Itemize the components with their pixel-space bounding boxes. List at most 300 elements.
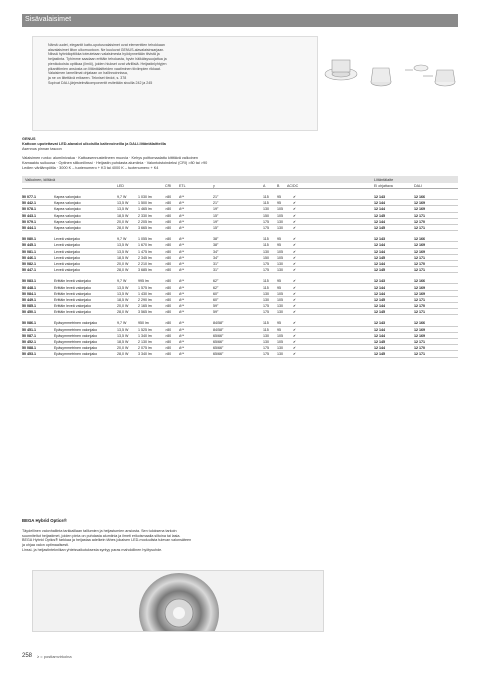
footer-note: ≥ = postlamvirkolna (37, 654, 72, 659)
table-cell: 950 lm (138, 321, 149, 326)
table-cell: A** (179, 213, 185, 218)
table-cell: 1 055 lm (138, 237, 152, 242)
table-cell: 12 144 (374, 261, 385, 266)
table-group (22, 236, 458, 273)
table-cell: >80 (165, 219, 172, 224)
table-cell: 13,5 W (117, 291, 129, 296)
table-group (22, 194, 458, 231)
description-line: Ledien värilämpötila · 3000 K – tuotenumero + K3 tai 4000 K – tuotenumero + K4 (22, 165, 159, 170)
table-cell: 62° (213, 285, 219, 290)
table-cell: 34° (213, 255, 219, 260)
table-cell: 50 446.1 (22, 255, 36, 260)
table-cell: 50 449.1 (22, 297, 36, 302)
table-cell: A** (179, 346, 185, 351)
table-cell: 12 143 (374, 279, 385, 284)
table-cell: 12 145 (374, 255, 385, 260)
col-etl: ETL (179, 184, 186, 188)
table-cell: A** (179, 352, 185, 357)
table-body (22, 194, 458, 358)
table-cell: Kapea valonjako (54, 226, 81, 231)
table-cell: 31° (213, 268, 219, 273)
table-cell: A** (179, 201, 185, 206)
table-cell: 50 083.1 (22, 279, 36, 284)
table-cell: 21° (213, 201, 219, 206)
table-cell: 115 (263, 279, 269, 284)
table-cell: 3 340 lm (138, 352, 152, 357)
table-cell: 50 080.1 (22, 237, 36, 242)
luminaire-drawing (323, 40, 458, 110)
table-cell: 95 (277, 321, 281, 326)
table-cell: 50 451.1 (22, 327, 36, 332)
table-cell: 12 170 (414, 346, 425, 351)
table-cell: 12 166 (414, 279, 425, 284)
table-cell: 9,7 W (117, 321, 127, 326)
table-cell: 50 443.1 (22, 213, 36, 218)
table-cell: A** (179, 321, 185, 326)
table-cell: 1 525 lm (138, 327, 152, 332)
table-cell: 84/58° (213, 321, 224, 326)
table-cell: ✔ (293, 291, 297, 296)
table-cell: 1 030 lm (138, 195, 152, 200)
table-cell: 105 (277, 249, 283, 254)
section-header (22, 14, 458, 27)
table-cell: >80 (165, 310, 172, 315)
table-cell: Leveä valonjako (54, 243, 80, 248)
table-cell: >80 (165, 243, 172, 248)
product-description (22, 137, 362, 171)
table-cell: 12 145 (374, 297, 385, 302)
table-cell: 59° (213, 304, 219, 309)
table-cell: Kapea valonjako (54, 207, 81, 212)
table-cell: A** (179, 237, 185, 242)
table-cell: 115 (263, 243, 269, 248)
table-cell: 2 290 lm (138, 297, 152, 302)
table-cell: 12 169 (414, 249, 425, 254)
table-cell: 50 444.1 (22, 226, 36, 231)
optic-photo-box (32, 570, 324, 632)
table-cell: Erittäin leveä valonjako (54, 310, 91, 315)
table-cell: 12 166 (414, 195, 425, 200)
table-cell: >80 (165, 340, 172, 345)
table-cell: 175 (263, 346, 269, 351)
table-group-header (22, 176, 458, 183)
col-acdc: AC/DC (287, 184, 299, 188)
table-cell: 13,5 W (117, 333, 129, 338)
table-cell: 130 (263, 207, 269, 212)
bega-line: BEGA Hybrid Optics® tarkkaa ja heijastaa adelkein tähes jokaisen LED-moduulista tulevan valonsäteen (22, 538, 192, 543)
table-cell: 130 (263, 297, 269, 302)
table-cell: A** (179, 268, 185, 273)
table-cell: 9,7 W (117, 237, 127, 242)
table-cell: >80 (165, 255, 172, 260)
table-cell: 50 086.1 (22, 321, 36, 326)
table-cell: 50 453.1 (22, 352, 36, 357)
table-cell: 115 (263, 285, 269, 290)
table-cell: ✔ (293, 226, 297, 231)
table-cell: Erittäin leveä valonjako (54, 285, 91, 290)
table-cell: 60° (213, 297, 219, 302)
table-cell: A** (179, 226, 185, 231)
table-cell: A** (179, 195, 185, 200)
table-row (22, 267, 458, 273)
table-cell: ✔ (293, 310, 297, 315)
table-cell: >80 (165, 261, 172, 266)
table-cell: 12 171 (414, 213, 425, 218)
table-cell: 28,0 W (117, 268, 129, 273)
table-cell: 9,7 W (117, 279, 127, 284)
table-cell: >80 (165, 226, 172, 231)
table-cell: 19° (213, 219, 219, 224)
table-cell: 130 (277, 268, 283, 273)
table-cell: >80 (165, 352, 172, 357)
table-cell: A** (179, 243, 185, 248)
table-cell: 12 171 (414, 297, 425, 302)
description-line: Kamaaktu suikuosa · Optinen silikonilinssi · Heijastin puhdasta alumiinia · Valontoistoindeksi (CRI) >80 tai >90 (22, 160, 208, 165)
table-cell: 50 452.1 (22, 340, 36, 345)
table-cell: 13,5 W (117, 243, 129, 248)
table-cell: 12 143 (374, 195, 385, 200)
table-cell: 130 (277, 346, 283, 351)
table-cell: >80 (165, 285, 172, 290)
table-cell: 175 (263, 268, 269, 273)
table-cell: ✔ (293, 297, 297, 302)
table-cell: 95 (277, 327, 281, 332)
table-cell: Leveä valonjako (54, 261, 80, 266)
table-cell: 50 450.1 (22, 310, 36, 315)
optic-photo (33, 571, 324, 632)
table-cell: 12 144 (374, 219, 385, 224)
table-cell: 65/66° (213, 352, 224, 357)
table-cell: 130 (263, 333, 269, 338)
intro-line: pikanittimien ansiosta on liitäntälaitteiden vaatiminen tiiviimpien rikkaat. (48, 66, 161, 71)
table-cell: 50 445.1 (22, 243, 36, 248)
table-cell: 28,0 W (117, 352, 129, 357)
table-cell: >80 (165, 327, 172, 332)
table-cell: 13,5 W (117, 285, 129, 290)
table-cell: 12 171 (414, 226, 425, 231)
intro-box (32, 36, 318, 131)
product-table (22, 174, 458, 358)
table-cell: Kapea valonjako (54, 213, 81, 218)
table-cell: Epäsymmetrinen valonjako (54, 333, 98, 338)
table-cell: 12 169 (414, 207, 425, 212)
table-cell: 13,5 W (117, 207, 129, 212)
table-cell: A** (179, 297, 185, 302)
table-cell: ✔ (293, 243, 297, 248)
table-cell: >80 (165, 207, 172, 212)
table-cell: 115 (263, 195, 269, 200)
table-cell: 130 (263, 291, 269, 296)
table-cell: >80 (165, 201, 172, 206)
table-cell: 62° (213, 279, 219, 284)
table-cell: Leveä valonjako (54, 249, 80, 254)
table-cell: 12 169 (414, 201, 425, 206)
table-cell: 12 166 (414, 237, 425, 242)
table-cell: 150 (263, 255, 269, 260)
table-cell: 12 169 (414, 333, 425, 338)
intro-line: Sopivat DALI-järjestelmäkomponentit esitetään sivuilla 242 ja 245 (48, 80, 153, 85)
table-cell: 2 165 lm (138, 304, 152, 309)
bega-line: Täydellinen valonhallinta tarkkaillaan talllumien ja heijastumien ansiosta. Sen tuloksena tarkoin (22, 529, 177, 533)
table-cell: 12 169 (414, 327, 425, 332)
table-cell: 2 345 lm (138, 255, 152, 260)
table-cell: 12 144 (374, 327, 385, 332)
table-cell: 12 145 (374, 340, 385, 345)
table-cell: 95 (277, 279, 281, 284)
table-cell: ✔ (293, 255, 297, 260)
table-cell: 12 144 (374, 243, 385, 248)
table-cell: 175 (263, 226, 269, 231)
table-cell: >80 (165, 297, 172, 302)
table-cell: A** (179, 304, 185, 309)
table-cell: 1 475 lm (138, 249, 152, 254)
table-cell: 38° (213, 243, 219, 248)
table-cell: 150 (263, 213, 269, 218)
column-headers (22, 183, 458, 189)
col-beam: γ (213, 184, 215, 188)
table-cell: 12 143 (374, 321, 385, 326)
table-cell: 2 075 lm (138, 346, 152, 351)
table-cell: 13,5 W (117, 249, 129, 254)
table-cell: 9,7 W (117, 195, 127, 200)
table-row (22, 309, 458, 315)
bega-line: suunniteltut heijastimet, joiden pinta on puhdasta alumiinia ja ilmeti erikoismaalia siltoina tai lasia. (22, 533, 181, 538)
table-cell: 12 144 (374, 207, 385, 212)
table-cell: >80 (165, 304, 172, 309)
table-cell: >80 (165, 237, 172, 242)
table-cell: 12 144 (374, 291, 385, 296)
table-cell: 28,0 W (117, 226, 129, 231)
intro-text (48, 43, 303, 85)
table-cell: 12 145 (374, 310, 385, 315)
table-cell: Leveä valonjako (54, 237, 80, 242)
table-cell: 105 (277, 333, 283, 338)
table-cell: 20,0 W (117, 261, 129, 266)
table-cell: 105 (277, 340, 283, 345)
table-cell: 130 (277, 304, 283, 309)
table-cell: >80 (165, 195, 172, 200)
table-cell: 13,5 W (117, 201, 129, 206)
table-cell: ✔ (293, 268, 297, 273)
table-cell: 3 565 lm (138, 310, 152, 315)
table-cell: Epäsymmetrinen valonjako (54, 346, 98, 351)
table-cell: 175 (263, 310, 269, 315)
intro-line: heijastinta. Tyhimme saadaan erittäin tehokasta, hyvin häikäisysuojattua ja (48, 57, 167, 62)
table-cell: 12 169 (414, 291, 425, 296)
table-cell: >80 (165, 279, 172, 284)
table-cell: A** (179, 285, 185, 290)
table-cell: 18,5 W (117, 255, 129, 260)
description-line: Valaisimen runko: alumiinivalua · Kattoasennustelineen muovia · Kehys poittomaalattu kittitävä valkoinen (22, 156, 198, 161)
table-cell: 19° (213, 207, 219, 212)
table-cell: >80 (165, 346, 172, 351)
table-cell: Leveä valonjako (54, 268, 80, 273)
table-cell: 175 (263, 352, 269, 357)
table-cell: Epäsymmetrinen valonjako (54, 352, 98, 357)
table-cell: ✔ (293, 333, 297, 338)
table-cell: 31° (213, 261, 219, 266)
table-cell: ✔ (293, 304, 297, 309)
table-cell: 12 144 (374, 249, 385, 254)
intro-line: Nämä uudet, elegantit katto-upotusvalaisimet ovat elementtien tehokkaan (48, 43, 165, 47)
table-cell: 12 170 (414, 304, 425, 309)
bega-text (22, 529, 352, 553)
table-cell: 105 (277, 291, 283, 296)
bega-line: Linssi- ja heijastintekniikan yhteisvaikutuksesta syntyy paras mahdollinen hyötysuhde. (22, 547, 163, 552)
table-cell: 50 085.1 (22, 304, 36, 309)
table-cell: 18,5 W (117, 297, 129, 302)
table-cell: 105 (277, 207, 283, 212)
table-cell: 15° (213, 226, 219, 231)
table-cell: 20,0 W (117, 346, 129, 351)
table-cell: Epäsymmetrinen valonjako (54, 321, 98, 326)
table-cell: 28,0 W (117, 310, 129, 315)
table-cell: Erittäin leveä valonjako (54, 304, 91, 309)
table-cell: A** (179, 333, 185, 338)
table-cell: 12 171 (414, 268, 425, 273)
table-cell: 12 145 (374, 352, 385, 357)
table-cell: 115 (263, 237, 269, 242)
table-cell: 12 144 (374, 304, 385, 309)
table-cell: 95 (277, 201, 281, 206)
table-cell: Leveä valonjako (54, 255, 80, 260)
table-cell: ✔ (293, 285, 297, 290)
table-cell: A** (179, 291, 185, 296)
intro-line: ja ne on liitettävä erikseen. Tekniset tiedot, s. 378 (48, 75, 127, 80)
intro-line: Niissä hybridioptiikka toteutetaan valaisimesta hyödynnetään tiivistä ja (48, 52, 160, 57)
table-cell: 12 171 (414, 340, 425, 345)
table-cell: >80 (165, 249, 172, 254)
table-cell: 3 685 lm (138, 268, 152, 273)
table-cell: A** (179, 249, 185, 254)
table-cell: 50 081.1 (22, 249, 36, 254)
table-cell: 105 (277, 255, 283, 260)
table-cell: 2 130 lm (138, 340, 152, 345)
table-cell: 50 084.1 (22, 291, 36, 296)
table-cell: 12 144 (374, 201, 385, 206)
table-cell: 1 465 lm (138, 207, 152, 212)
table-row (22, 351, 458, 357)
col-b: B (277, 184, 280, 188)
table-cell: 50 082.1 (22, 261, 36, 266)
table-cell: 130 (263, 340, 269, 345)
table-cell: 13,5 W (117, 327, 129, 332)
table-cell: 130 (263, 249, 269, 254)
table-cell: 175 (263, 304, 269, 309)
table-cell: 115 (263, 327, 269, 332)
bega-line: ja ohjaa valon optimaalisesti. (22, 543, 70, 548)
table-cell: 12 170 (414, 261, 425, 266)
table-cell: A** (179, 255, 185, 260)
table-cell: 1 500 lm (138, 201, 152, 206)
table-cell: 115 (263, 321, 269, 326)
table-cell: 130 (277, 261, 283, 266)
col-driver: Ei ohjattava (374, 184, 393, 188)
table-cell: 995 lm (138, 279, 149, 284)
table-cell: 12 171 (414, 310, 425, 315)
table-cell: 65/66° (213, 340, 224, 345)
table-cell: 130 (277, 310, 283, 315)
table-cell: Kapea valonjako (54, 195, 81, 200)
table-cell: >80 (165, 321, 172, 326)
table-cell: 12 166 (414, 321, 425, 326)
intro-line: Valaisimen lamellimat ohjataan on hallinnoinnissa, (48, 71, 128, 76)
table-cell: 18,5 W (117, 213, 129, 218)
table-cell: >80 (165, 333, 172, 338)
table-cell: 95 (277, 237, 281, 242)
table-cell: ✔ (293, 219, 297, 224)
table-cell: 12 169 (414, 243, 425, 248)
table-cell: 12 171 (414, 255, 425, 260)
table-cell: 12 170 (414, 219, 425, 224)
table-cell: 130 (277, 219, 283, 224)
table-cell: 1 670 lm (138, 243, 152, 248)
table-cell: ✔ (293, 195, 297, 200)
table-cell: 12 169 (414, 285, 425, 290)
table-cell: 2 210 lm (138, 261, 152, 266)
table-cell: ✔ (293, 213, 297, 218)
table-cell: 50 088.1 (22, 346, 36, 351)
table-cell: ✔ (293, 207, 297, 212)
table-cell: 12 145 (374, 213, 385, 218)
table-cell: 50 442.1 (22, 201, 36, 206)
table-cell: Epäsymmetrinen valonjako (54, 327, 98, 332)
table-cell: 115 (263, 201, 269, 206)
table-cell: 175 (263, 219, 269, 224)
description-line: Asennus pinnan tasoon (22, 146, 62, 151)
table-cell: ✔ (293, 249, 297, 254)
table-cell: 50 079.1 (22, 219, 36, 224)
table-cell: Erittäin leveä valonjako (54, 297, 91, 302)
table-cell: 34° (213, 249, 219, 254)
col-cri: CRI (165, 184, 172, 188)
table-cell: 20,0 W (117, 219, 129, 224)
table-cell: 12 144 (374, 333, 385, 338)
table-cell: 12 145 (374, 268, 385, 273)
table-cell: ✔ (293, 261, 297, 266)
table-cell: 50 448.1 (22, 285, 36, 290)
description-line: Kattoon upotettavat LED-alavalot ulkoisilla kaltevoineilla ja DALI-liitäntälaitteilla (22, 141, 166, 146)
table-cell: 12 144 (374, 346, 385, 351)
table-cell: 50 078.1 (22, 207, 36, 212)
intro-line: alavalaisimet liiton ulkomuotoon. Ne kuuluvat GENUS-alavalaisinsarjaan. (48, 47, 165, 52)
table-cell: 105 (277, 297, 283, 302)
table-cell: >80 (165, 213, 172, 218)
col-a: A (263, 184, 266, 188)
table-cell: ✔ (293, 321, 297, 326)
table-cell: 2 330 lm (138, 213, 152, 218)
col-dali: DALI (414, 184, 422, 188)
table-cell: A** (179, 261, 185, 266)
table-cell: 1 340 lm (138, 333, 152, 338)
driver-label: Liitäntälaite (374, 177, 394, 182)
page-number: 258 (22, 653, 33, 659)
table-cell: >80 (165, 291, 172, 296)
table-cell: 95 (277, 195, 281, 200)
table-cell: 84/58° (213, 327, 224, 332)
table-cell: ✔ (293, 327, 297, 332)
table-cell: 12 143 (374, 237, 385, 242)
col-led: LED (117, 184, 124, 188)
section-title: Sisävalaisimet (25, 16, 72, 23)
table-cell: 50 087.1 (22, 333, 36, 338)
table-cell: 12 171 (414, 352, 425, 357)
table-cell: A** (179, 219, 185, 224)
description-line: GENUS (22, 137, 36, 141)
table-group (22, 278, 458, 315)
table-cell: A** (179, 279, 185, 284)
table-cell: 1 575 lm (138, 285, 152, 290)
